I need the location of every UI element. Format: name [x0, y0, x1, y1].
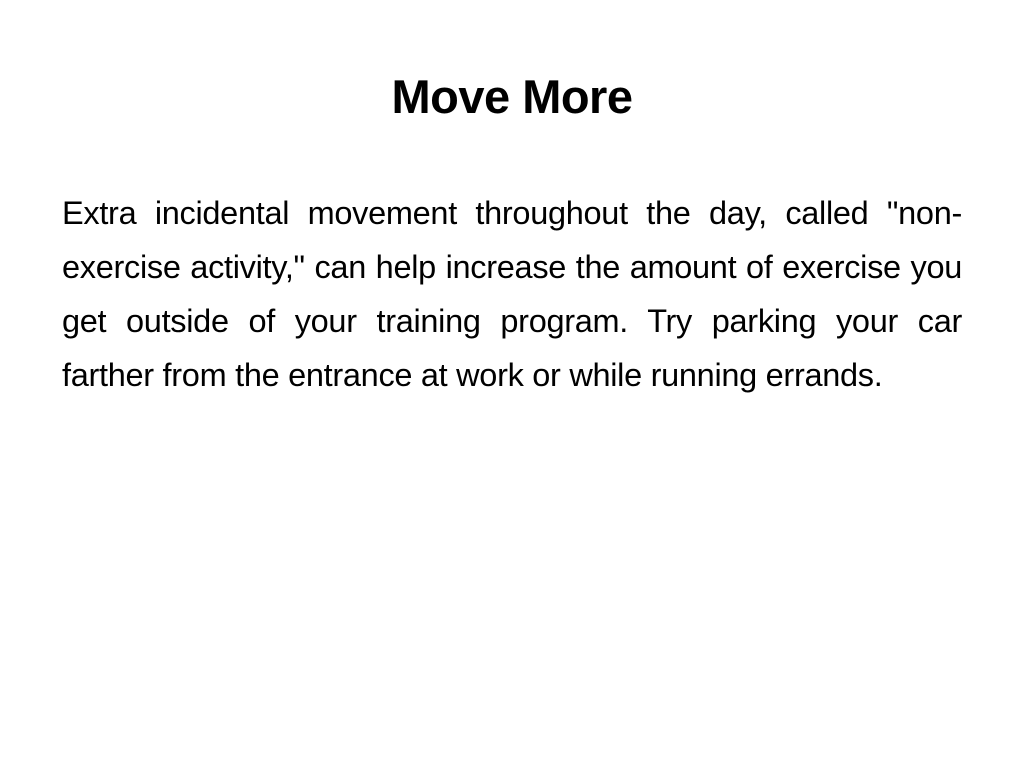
- slide-body-text: Extra incidental movement throughout the day, called "non-exercise activity," can help increase the amount of exercise you get outside of your training program. Try parking your car farther from the entrance at work or while running errands.: [62, 195, 962, 393]
- slide-title: Move More: [391, 70, 633, 123]
